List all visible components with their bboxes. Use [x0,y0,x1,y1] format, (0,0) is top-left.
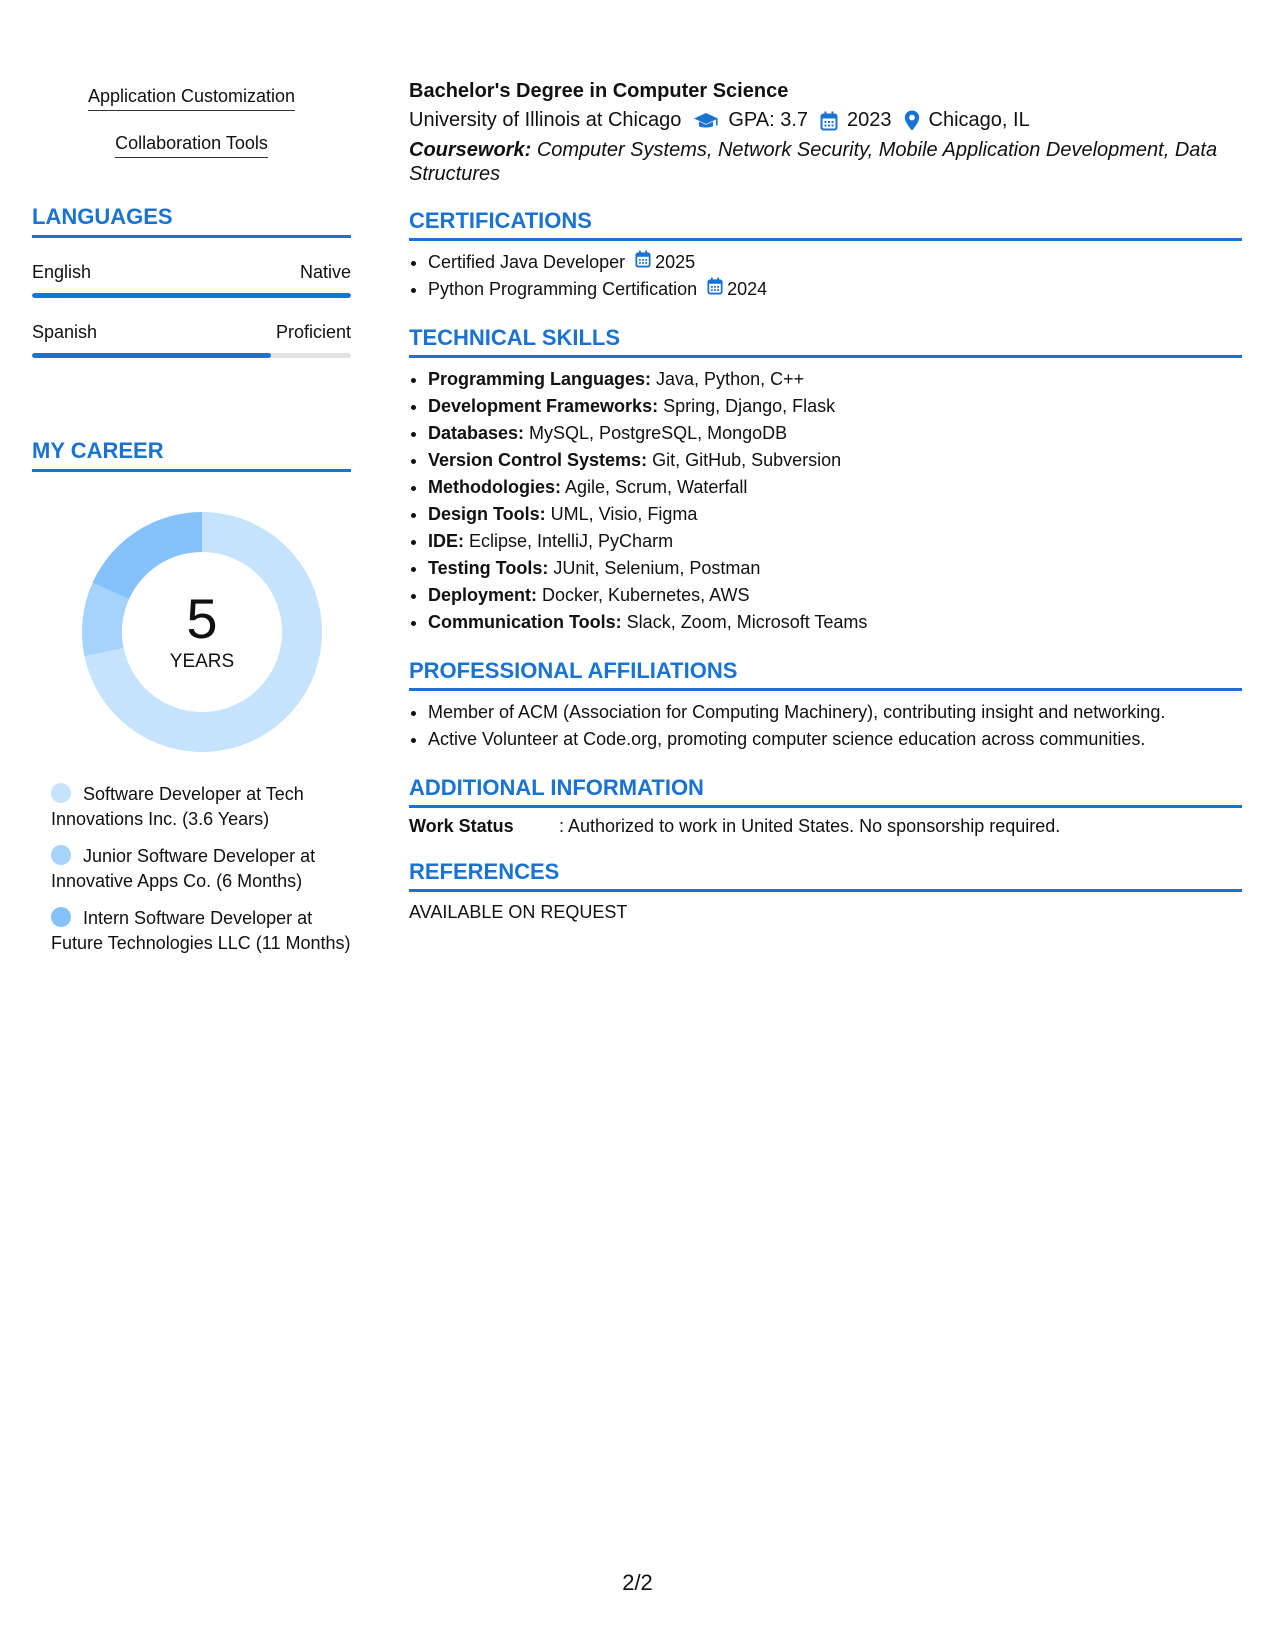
skill-item [428,447,1242,474]
language-level: Proficient [275,322,351,342]
skill-values: UML, Visio, Figma [545,504,698,524]
skill-item [428,474,1242,501]
education-section [409,80,1242,186]
skill-category: Databases: [428,423,525,443]
degree-title: Bachelor's Degree in Computer Science [409,80,789,102]
skill-item [428,393,1242,420]
main-content [409,80,1242,923]
skill-item [428,582,1242,609]
language-name: English [32,262,92,282]
affiliation-item: • Active Volunteer at Code.org, promoting computer science education across communities. [428,726,1242,753]
skill-item [428,366,1242,393]
skill-category: Design Tools: [428,504,546,524]
technical-skills-heading: TECHNICAL SKILLS [409,325,1242,358]
certifications-section [409,208,1242,303]
skill-category: IDE: [428,531,464,551]
skill-values: JUnit, Selenium, Postman [548,558,761,578]
skill-values: Slack, Zoom, Microsoft Teams [621,612,868,632]
certifications-heading: CERTIFICATIONS [409,208,1242,241]
sidebar [32,86,351,968]
skill-category: Version Control Systems: [428,450,648,470]
skill-item [428,528,1242,555]
career-donut [82,512,322,752]
skill-category: Communication Tools: [428,612,622,632]
technical-skills-section [409,325,1242,636]
coursework-list: Computer Systems, Network Security, Mobile Application Development, Data Structures [409,139,1218,185]
career-legend-item [51,906,351,956]
references-heading: REFERENCES [409,859,1242,892]
education-details [409,109,1242,132]
skill-category: Testing Tools: [428,558,549,578]
legend-dot-icon [51,783,71,803]
coursework-label: Coursework: [409,139,532,161]
language-item [32,262,351,298]
work-status-label: Work Status [409,816,514,836]
skill-tags [32,86,351,180]
page-number: 2/2 [622,1570,653,1595]
calendar-icon [820,111,838,131]
skill-category: Development Frameworks: [428,396,659,416]
skill-values: MySQL, PostgreSQL, MongoDB [524,423,788,443]
language-bar [32,353,351,358]
skill-tag: Application Customization [88,86,295,111]
skill-category: Programming Languages: [428,369,652,389]
certification-name: Certified Java Developer [428,252,626,272]
affiliations-heading: PROFESSIONAL AFFILIATIONS [409,658,1242,691]
calendar-icon [707,276,723,303]
skill-values: Spring, Django, Flask [658,396,836,416]
skill-item [428,501,1242,528]
skill-values: Java, Python, C++ [651,369,805,389]
career-total-number: 5 [186,587,218,650]
career-total-unit: YEARS [169,651,235,672]
graduation-cap-icon [693,111,719,131]
career-legend-item [51,844,351,894]
skill-values: Agile, Scrum, Waterfall [561,477,748,497]
skill-item [428,420,1242,447]
education-location: Chicago, IL [928,109,1030,131]
career-legend [32,782,351,956]
references-section [409,859,1242,923]
graduation-year: 2023 [847,109,892,131]
references-text: AVAILABLE ON REQUEST [409,902,628,922]
skill-item [428,609,1242,636]
affiliation-item: • Member of ACM (Association for Computing Machinery), contributing insight and networking. [428,699,1242,726]
work-status-value: : Authorized to work in United States. No sponsorship required. [559,816,1061,836]
certification-year: 2025 [655,252,696,272]
affiliations-section [409,658,1242,753]
career-legend-label: Junior Software Developer at Innovative Apps Co. (6 Months) [51,846,316,891]
certification-item [428,249,1242,276]
career-heading: MY CAREER [32,438,351,472]
certification-year: 2024 [727,279,768,299]
legend-dot-icon [51,845,71,865]
skill-item [428,555,1242,582]
career-legend-label: Intern Software Developer at Future Technologies LLC (11 Months) [51,908,351,953]
location-pin-icon [904,110,920,131]
gpa: GPA: 3.7 [728,109,809,131]
language-item [32,322,351,358]
coursework [409,138,1242,186]
university-name: University of Illinois at Chicago [409,109,682,131]
language-bar-fill [32,293,351,298]
career-legend-item [51,782,351,832]
career-section [32,438,351,956]
work-status-row [409,816,1242,837]
skill-category: Deployment: [428,585,538,605]
calendar-icon [635,249,651,276]
legend-dot-icon [51,907,71,927]
language-bar-fill [32,353,271,358]
career-legend-label: Software Developer at Tech Innovations Inc. (3.6 Years) [51,784,304,829]
language-name: Spanish [32,322,98,342]
skill-tag: Collaboration Tools [115,133,268,158]
languages-section [32,204,351,358]
skill-values: Docker, Kubernetes, AWS [537,585,750,605]
skill-category: Methodologies: [428,477,561,497]
additional-info-heading: ADDITIONAL INFORMATION [409,775,1242,808]
languages-heading: LANGUAGES [32,204,351,238]
additional-info-section [409,775,1242,837]
certification-item [428,276,1242,303]
language-level: Native [299,262,351,282]
language-bar [32,293,351,298]
skill-values: Eclipse, IntelliJ, PyCharm [464,531,674,551]
certification-name: Python Programming Certification [428,279,698,299]
skill-values: Git, GitHub, Subversion [647,450,842,470]
